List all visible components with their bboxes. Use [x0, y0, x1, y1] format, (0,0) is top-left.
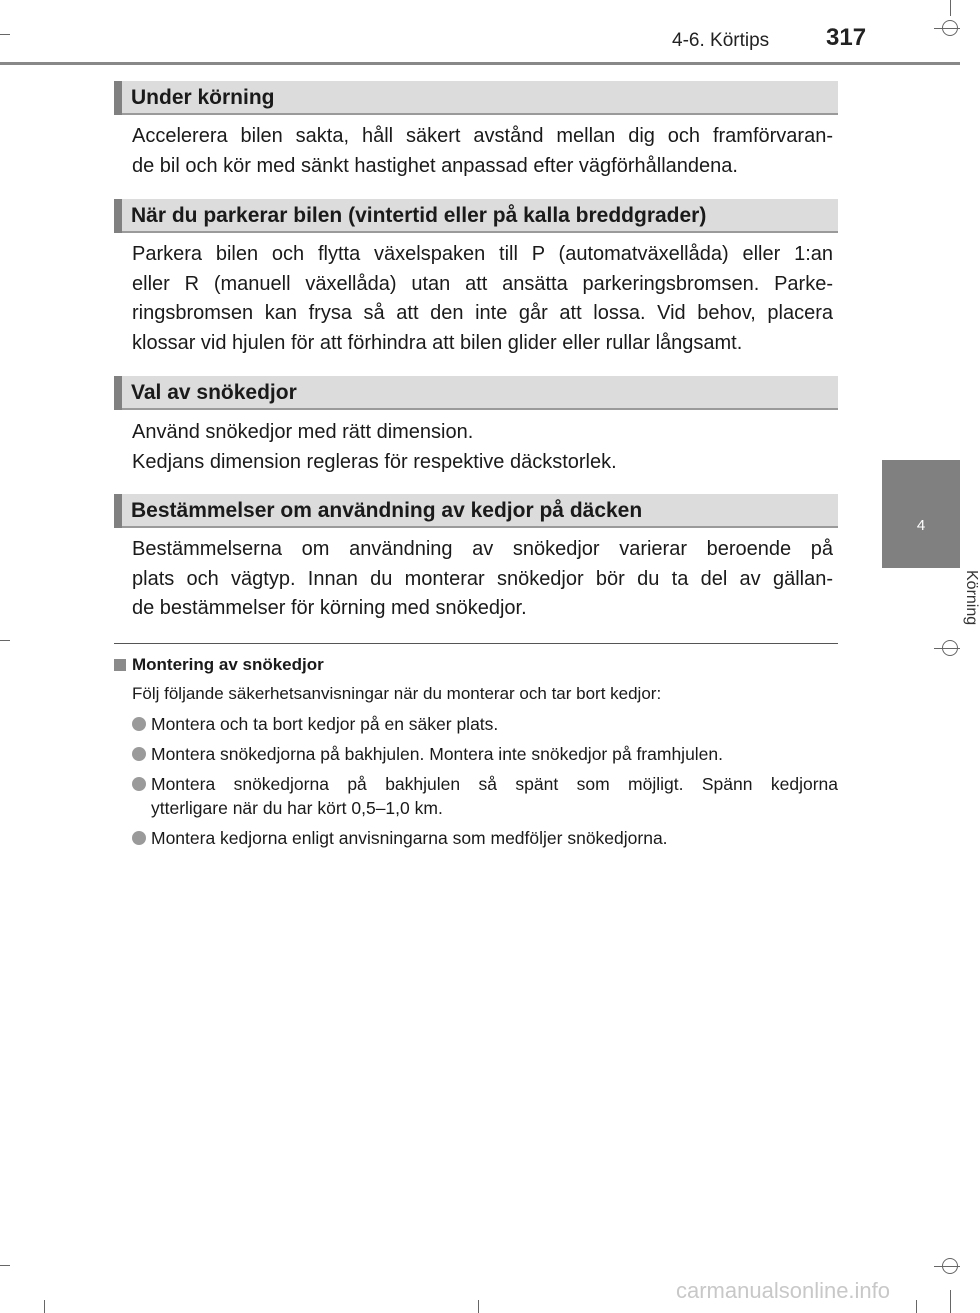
crop-mark: [0, 34, 10, 35]
paragraph-line: eller R (manuell växellåda) utan att ansätta parkeringsbromsen. Parke-: [132, 272, 833, 295]
crop-mark: [950, 1290, 951, 1313]
crop-mark: [934, 648, 960, 649]
header-rule: [0, 62, 960, 65]
bullet-dot-icon: [132, 717, 146, 731]
section-paragraph: [132, 122, 833, 181]
crop-mark: [44, 1300, 45, 1313]
chapter-tab-number: 4: [916, 517, 926, 534]
section-heading: Bestämmelser om användning av kedjor på däcken: [131, 499, 643, 522]
watermark: carmanualsonline.info: [676, 1278, 891, 1303]
crop-mark: [478, 1300, 479, 1313]
paragraph-line: plats och vägtyp. Innan du monterar snökedjor bör du ta del av gällan-: [132, 567, 833, 590]
list-item-text: Montera snökedjorna på bakhjulen så spänt som möjligt. Spänn kedjorna: [151, 774, 838, 794]
paragraph-line: Använd snökedjor med rätt dimension.: [132, 421, 474, 443]
list-item-text: Montera och ta bort kedjor på en säker plats.: [151, 714, 499, 734]
paragraph-line: klossar vid hjulen för att förhindra att bilen glider eller rullar långsamt.: [132, 331, 743, 354]
paragraph-line: Parkera bilen och flytta växelspaken till P (automatväxellåda) eller 1:an: [132, 243, 833, 265]
list-item: [132, 712, 838, 736]
subsection-heading: [114, 655, 324, 675]
list-item-text: Montera snökedjorna på bakhjulen. Montera inte snökedjor på framhjulen.: [151, 744, 724, 764]
crop-mark: [0, 1265, 10, 1266]
paragraph-line: de bil och kör med sänkt hastighet anpassad efter vägförhållandena.: [132, 154, 738, 177]
list-item: [132, 826, 838, 850]
crop-mark: [934, 28, 960, 29]
bullet-dot-icon: [132, 747, 146, 761]
bullet-dot-icon: [132, 831, 146, 845]
chapter-tab: [882, 460, 960, 568]
list-item-text: ytterligare när du har kört 0,5–1,0 km.: [151, 798, 443, 818]
paragraph-line: de bestämmelser för körning med snökedjor.: [132, 597, 527, 619]
section-heading-bar: [114, 494, 838, 528]
list-item-text: Montera kedjorna enligt anvisningarna som medföljer snökedjorna.: [151, 828, 668, 848]
section-divider: [114, 643, 838, 644]
subsection-heading-text: Montering av snökedjor: [132, 655, 324, 674]
bullet-dot-icon: [132, 777, 146, 791]
crop-mark: [950, 0, 951, 16]
header-chapter: 4-6. Körtips: [672, 30, 770, 51]
page-number: 317: [826, 24, 867, 51]
section-heading: När du parkerar bilen (vintertid eller på kalla breddgrader): [131, 204, 707, 227]
section-heading: Under körning: [131, 86, 275, 109]
paragraph-line: Bestämmelserna om användning av snökedjor varierar beroende på: [132, 538, 833, 560]
list-item: [132, 742, 838, 766]
paragraph-line: Accelerera bilen sakta, håll säkert avstånd mellan dig och framförvaran-: [132, 125, 833, 147]
section-paragraph: [132, 535, 833, 624]
crop-mark: [0, 640, 10, 641]
list-item: [132, 772, 838, 820]
section-heading-bar: [114, 376, 838, 410]
subsection-intro: Följ följande säkerhetsanvisningar när du monterar och tar bort kedjor:: [132, 684, 662, 703]
paragraph-line: Kedjans dimension regleras för respektive däckstorlek.: [132, 450, 617, 473]
crop-mark: [934, 1266, 960, 1267]
section-paragraph: [132, 240, 833, 358]
section-heading: Val av snökedjor: [131, 381, 297, 404]
paragraph-line: ringsbromsen kan frysa så att den inte går att lossa. Vid behov, placera: [132, 302, 833, 324]
crop-mark: [916, 1300, 917, 1313]
section-heading-bar: [114, 81, 838, 115]
square-bullet-icon: [114, 659, 126, 671]
section-paragraph: [132, 418, 833, 477]
chapter-tab-label: Körning: [963, 570, 980, 626]
section-heading-bar: [114, 199, 838, 233]
